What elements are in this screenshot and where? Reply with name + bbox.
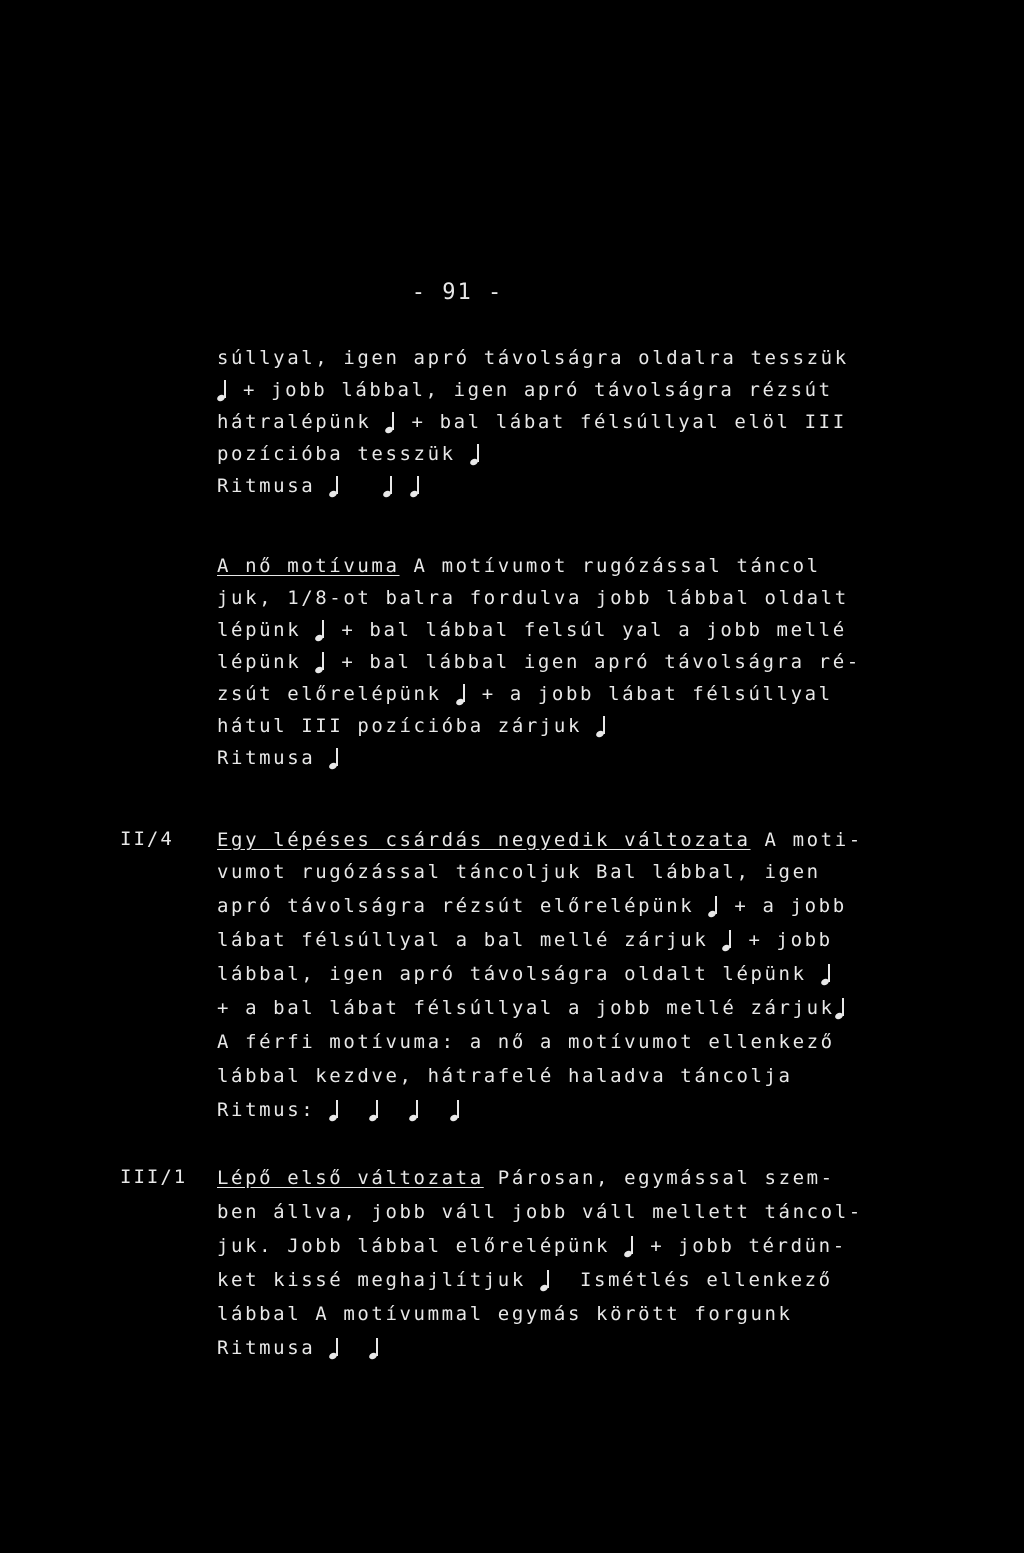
quarter-note-icon: [329, 1100, 341, 1122]
text-line: A nő motívuma A motívumot rugózással táncol: [217, 555, 821, 577]
quarter-note-icon: [369, 1338, 381, 1360]
text-line: + a bal lábat félsúllyal a jobb mellé zárjuk: [217, 996, 847, 1020]
text-line: juk. Jobb lábbal előrelépünk + jobb térdün-: [217, 1235, 847, 1257]
text-line: Lépő első változata Párosan, egymással szem-: [217, 1167, 835, 1189]
text-line: + jobb lábbal, igen apró távolságra rézsút: [217, 378, 833, 402]
rhythm-line: Ritmus:: [217, 1098, 462, 1122]
quarter-note-icon: [708, 896, 720, 918]
quarter-note-icon: [329, 476, 341, 498]
quarter-note-icon: [217, 380, 229, 402]
quarter-note-icon: [369, 1100, 381, 1122]
text-line: zsút előrelépünk + a jobb lábat félsúllyal: [217, 683, 833, 705]
quarter-note-icon: [315, 652, 327, 674]
text-line: pozícióba tesszük: [217, 442, 482, 466]
quarter-note-icon: [410, 476, 422, 498]
text-line: hátul III pozícióba zárjuk: [217, 714, 608, 738]
text-line: ket kissé meghajlítjuk Ismétlés ellenkező: [217, 1269, 833, 1291]
quarter-note-icon: [722, 930, 734, 952]
section-label: III/1: [120, 1166, 188, 1188]
quarter-note-icon: [596, 716, 608, 738]
quarter-note-icon: [409, 1100, 421, 1122]
quarter-note-icon: [450, 1100, 462, 1122]
rhythm-line: Ritmusa: [217, 746, 341, 770]
page-number: - 91 -: [411, 280, 504, 305]
quarter-note-icon: [456, 684, 468, 706]
rhythm-line: Ritmusa: [217, 1336, 381, 1360]
section-heading: Egy lépéses csárdás negyedik változata: [217, 829, 751, 851]
quarter-note-icon: [821, 964, 833, 986]
text-line: lépünk + bal lábbal igen apró távolságra ré-: [217, 651, 861, 673]
text-line: vumot rugózással táncoljuk Bal lábbal, igen: [217, 861, 821, 883]
quarter-note-icon: [385, 412, 397, 434]
text-line: lábbal A motívummal egymás körött forgunk: [217, 1303, 793, 1325]
text-line: lábbal kezdve, hátrafelé haladva táncolja: [217, 1065, 793, 1087]
text-line: lábbal, igen apró távolságra oldalt lépünk: [217, 962, 833, 986]
rhythm-line: Ritmusa: [217, 474, 422, 498]
section-heading: Lépő első változata: [217, 1167, 484, 1189]
text-line: lábat félsúllyal a bal mellé zárjuk + jobb: [217, 929, 833, 951]
text-line: A férfi motívuma: a nő a motívumot ellenkező: [217, 1031, 835, 1053]
text-line: ben állva, jobb váll jobb váll mellett táncol-: [217, 1201, 863, 1223]
section-heading: A nő motívuma: [217, 555, 400, 577]
quarter-note-icon: [383, 476, 395, 498]
quarter-note-icon: [329, 1338, 341, 1360]
quarter-note-icon: [540, 1270, 552, 1292]
text-line: hátralépünk + bal lábat félsúllyal elöl III: [217, 411, 847, 433]
text-line: Egy lépéses csárdás negyedik változata A moti-: [217, 829, 863, 851]
quarter-note-icon: [315, 620, 327, 642]
quarter-note-icon: [470, 444, 482, 466]
text-line: lépünk + bal lábbal felsúl yal a jobb mellé: [217, 619, 847, 641]
section-label: II/4: [120, 828, 174, 850]
quarter-note-icon: [624, 1236, 636, 1258]
text-line: apró távolságra rézsút előrelépünk + a jobb: [217, 895, 847, 917]
quarter-note-icon: [835, 998, 847, 1020]
text-line: juk, 1/8-ot balra fordulva jobb lábbal oldalt: [217, 587, 849, 609]
quarter-note-icon: [329, 748, 341, 770]
text-line: súllyal, igen apró távolságra oldalra tesszük: [217, 347, 849, 369]
